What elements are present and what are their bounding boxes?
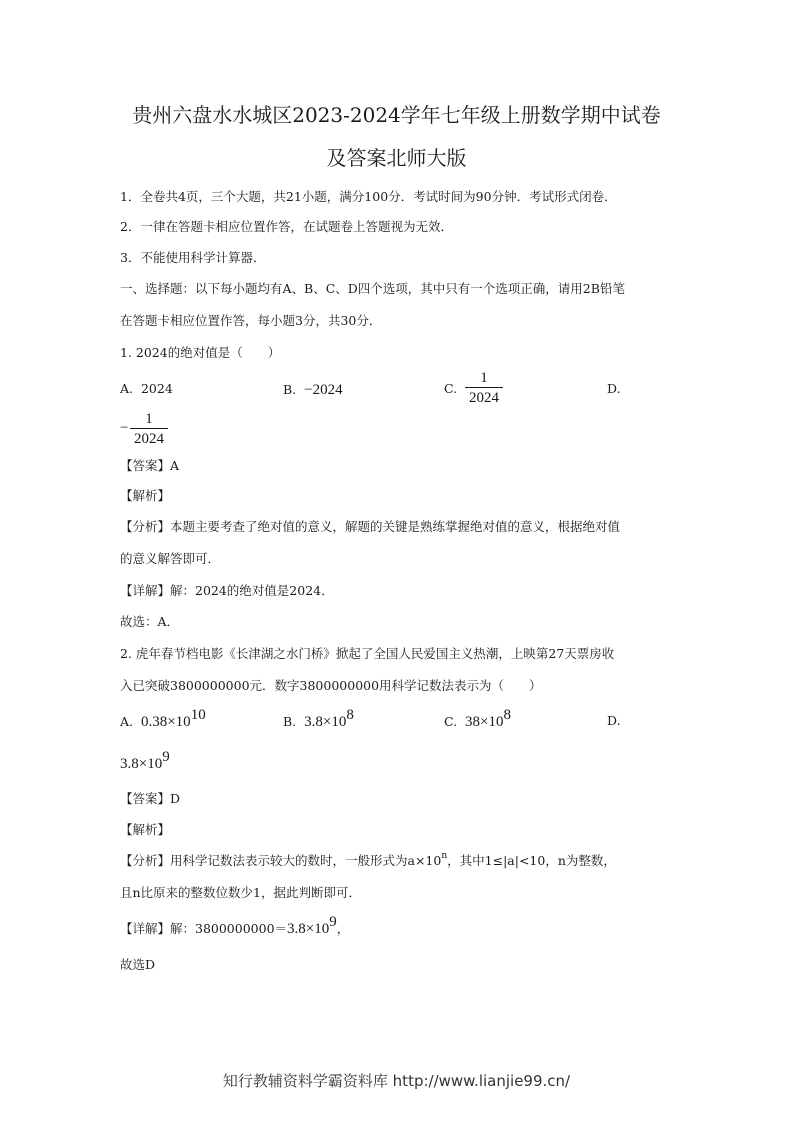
title-line-2: 及答案北师大版: [326, 146, 467, 170]
q1-analysis-header: 【解析】: [120, 488, 171, 503]
q1-option-d-sign: −: [120, 420, 129, 436]
q2-option-a: [120, 707, 206, 731]
q1-option-b-label: B.: [283, 382, 297, 397]
footer-watermark: 知行教辅资料学霸资料库 http://www.lianjie99.cn/: [222, 1072, 571, 1090]
q2-analysis-header: 【解析】: [120, 822, 171, 837]
q2-stem-line-2: 入已突破3800000000元．数字3800000000用科学记数法表示为（ ）: [120, 678, 542, 693]
q1-option-b-value: −2024: [304, 382, 343, 398]
instruction-1: 1．全卷共4页，三个大题，共21小题，满分100分．考试时间为90分钟．考试形式闭卷．: [120, 189, 617, 204]
q2-detail-base: 3.8×10: [287, 921, 330, 937]
q1-analysis-line-2: 的意义解答即可．: [120, 551, 221, 566]
q1-option-c-fraction: [465, 369, 503, 408]
q2-option-b: [283, 707, 354, 731]
title-line-1: 贵州六盘水水城区2023-2024学年七年级上册数学期中试卷: [132, 103, 661, 127]
q2-analysis-text: 【分析】用科学记数法表示较大的数时，一般形式为a×10: [120, 853, 442, 868]
q2-analysis-line-1: [120, 853, 616, 868]
q1-option-b: [283, 381, 343, 399]
q2-option-c: [444, 707, 512, 731]
section1-heading: 一、选择题：以下每小题均有A、B、C、D四个选项，其中只有一个选项正确，请用2B铅笔: [120, 281, 625, 296]
q2-option-b-base: 3.8×10: [304, 714, 347, 730]
q2-analysis-text-cont: ，其中1≤|a|<10，n为整数，: [447, 853, 616, 868]
q1-option-d-label: D.: [607, 381, 621, 396]
q1-answer: 【答案】A: [120, 458, 180, 473]
q1-choice: 故选：A．: [120, 614, 180, 629]
q2-detail: [120, 914, 350, 938]
q1-detail: 【详解】解：2024的绝对值是2024．: [120, 583, 334, 598]
q2-option-a-exponent: 10: [190, 707, 206, 723]
q1-option-d-denominator: 2024: [134, 431, 164, 447]
q1-analysis-line-1: 【分析】本题主要考查了绝对值的意义，解题的关键是熟练掌握绝对值的意义，根据绝对值: [120, 519, 621, 534]
q2-option-b-exponent: 8: [346, 707, 354, 723]
q2-option-a-label: A.: [120, 714, 134, 729]
section1-heading-cont: 在答题卡相应位置作答，每小题3分，共30分．: [120, 313, 382, 328]
q1-option-a-label: A.: [120, 381, 134, 396]
q2-option-d-label: D.: [607, 713, 621, 728]
q2-option-c-label: C.: [444, 714, 458, 729]
q2-analysis-exponent: n: [441, 851, 448, 861]
q2-option-b-label: B.: [283, 714, 297, 729]
q2-option-d-exponent: 9: [162, 749, 170, 765]
q2-answer: 【答案】D: [120, 791, 181, 806]
q1-option-d-numerator: 1: [145, 411, 153, 427]
q2-option-d-base: 3.8×10: [120, 756, 163, 772]
q2-choice: 故选D: [120, 957, 156, 972]
q1-option-a: [120, 381, 173, 396]
q2-detail-punct: ，: [336, 921, 350, 936]
q1-option-a-value: 2024: [140, 381, 173, 396]
q1-option-c-denominator: 2024: [469, 390, 499, 406]
q1-stem: 1. 2024的绝对值是（ ）: [120, 345, 281, 360]
instruction-2: 2．一律在答题卡相应位置作答，在试题卷上答题视为无效．: [120, 219, 453, 234]
q2-detail-exponent: 9: [329, 914, 337, 930]
q2-option-c-exponent: 8: [503, 707, 512, 723]
q2-option-a-base: 0.38×10: [140, 714, 191, 730]
q1-option-c-numerator: 1: [480, 370, 488, 386]
q1-option-c-label: C.: [444, 381, 458, 396]
q2-stem-line-1: 2. 虎年春节档电影《长津湖之水门桥》掀起了全国人民爱国主义热潮，上映第27天票房收: [120, 646, 615, 661]
q2-option-c-base: 38×10: [465, 714, 504, 730]
q2-analysis-line-2: 且n比原来的整数位数少1，据此判断即可．: [120, 885, 362, 900]
q2-option-d: [120, 749, 170, 773]
q1-option-d-fraction: [130, 410, 168, 449]
instruction-3: 3．不能使用科学计算器．: [120, 250, 266, 265]
q2-detail-text: 【详解】解：3800000000＝: [120, 921, 288, 936]
